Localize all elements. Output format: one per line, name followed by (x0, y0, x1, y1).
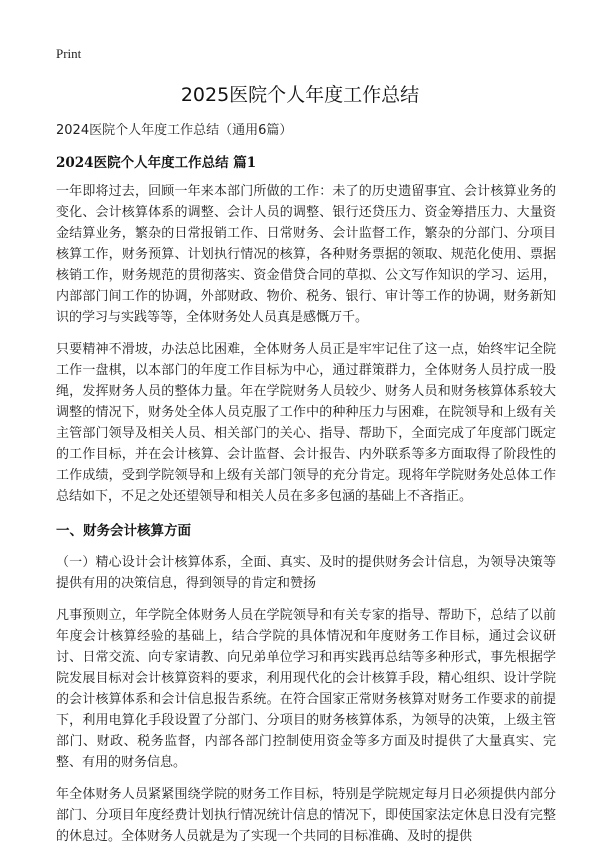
section-heading: 一、财务会计核算方面 (56, 523, 191, 539)
body-paragraph: 凡事预则立，年学院全体财务人员在学院领导和有关专家的指导、帮助下，总结了以前年度会计核算经验的基础上，结合学院的具体情况和年度财务工作目标，通过会议研讨、日常交流、向专家请教、向兄弟单位学习和再实践再总结等多种形式，事先根据学院发展目标对会计核算资料的要求，利用现代化的会计核算手段，精心组织、设计学院的会计核算体系和会计信息报告系统。在符合国家正常财务核算对财务工作要求的前提下，利用电算化手段设置了分部门、分项目的财务核算体系，为领导的决策，上级主管部门、财政、税务监督，内部各部门控制使用资金等多方面及时提供了大量真实、完整、有用的财务信息。 (56, 608, 556, 770)
document-title: 2025医院个人年度工作总结 (180, 84, 420, 106)
print-link[interactable]: Print (56, 46, 82, 61)
body-paragraph: 只要精神不滑坡，办法总比困难，全体财务人员正是牢牢记住了这一点，始终牢记全院工作一盘棋，以本部门的年度工作目标为中心，通过群策群力，全体财务人员拧成一股绳，发挥财务人员的整体力量。年在学院财务人员较少、财务人员和财务核算体系较大调整的情况下，财务处全体人员克服了工作中的种种压力与困难，在院领导和上级有关主管部门领导及相关人员、相关部门的关心、指导、帮助下，全面完成了年度部门既定的工作目标，并在会计核算、会计监督、会计报告、内外联系等多方面取得了阶段性的工作成绩，受到学院领导和上级有关部门领导的充分肯定。现将年学院财务处总体工作总结如下，不足之处还望领导和相关人员在多多包涵的基础上不吝指正。 (56, 342, 556, 504)
body-paragraph: 一年即将过去，回顾一年来本部门所做的工作：未了的历史遗留事宜、会计核算业务的变化、会计核算体系的调整、会计人员的调整、银行还贷压力、资金筹措压力、大量资金结算业务，繁杂的日常报销工作、日常财务、会计监督工作，繁杂的分部门、分项目核算工作，财务预算、计划执行情况的核算，各种财务票据的领取、规范化使用、票据核销工作，财务规范的贯彻落实、资金借贷合同的草拟、公文写作知识的学习、运用，内部部门间工作的协调，外部财政、物价、税务、银行、审计等工作的协调，财务新知识的学习与实践等等，全体财务处人员真是感慨万千。 (56, 184, 556, 325)
document-content (56, 122, 556, 858)
section-title: 2024医院个人年度工作总结 篇1 (56, 155, 257, 171)
document-subtitle: 2024医院个人年度工作总结（通用6篇） (56, 123, 293, 138)
body-paragraph: 年全体财务人员紧紧围绕学院的财务工作目标，特别是学院规定每月日必须提供内部分部门、分项目年度经费计划执行情况统计信息的情况下，即使国家法定休息日没有完整的休息过。全体财务人员就是为了实现一个共同的目标准确、及时的提供 (56, 787, 556, 844)
subsection-heading: （一）精心设计会计核算体系，全面、真实、及时的提供财务会计信息，为领导决策等提供有用的决策信息，得到领导的肯定和赞扬 (56, 555, 556, 591)
